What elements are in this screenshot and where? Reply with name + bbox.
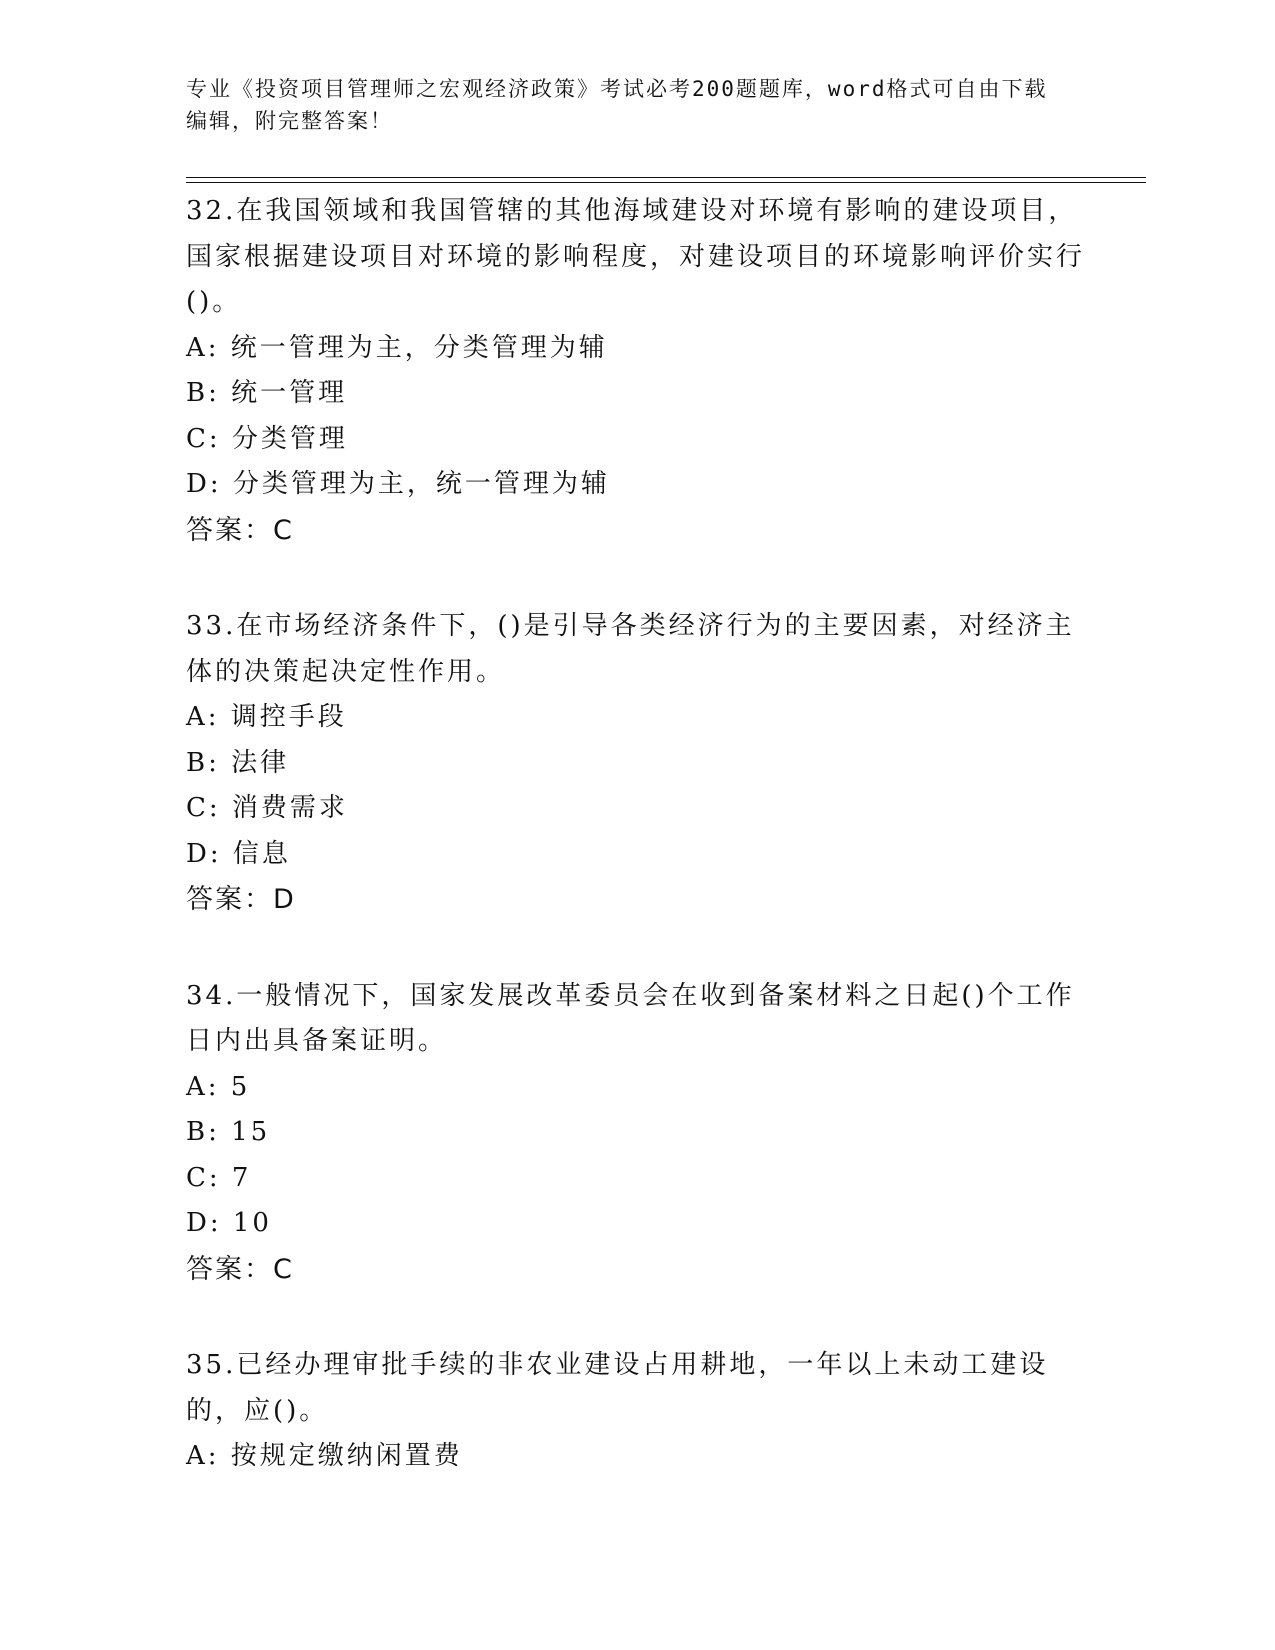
option-a: A: 调控手段 — [186, 702, 347, 732]
answer-label: 答案：C — [186, 1253, 294, 1285]
question-stem: 33.在市场经济条件下，()是引导各类经济行为的主要因素，对经济主体的决策起决定性作用。 — [186, 611, 1075, 687]
option-c: C: 分类管理 — [186, 423, 348, 454]
answer-label: 答案：C — [186, 514, 294, 546]
question-list — [186, 189, 1086, 1531]
option-c: C: 7 — [186, 1162, 252, 1193]
option-b: B: 15 — [186, 1117, 271, 1147]
question-34 — [186, 974, 1086, 1293]
option-c: C: 消费需求 — [186, 793, 348, 823]
option-a: A: 按规定缴纳闲置费 — [186, 1441, 463, 1471]
option-b: B: 统一管理 — [186, 378, 348, 408]
option-a: A: 5 — [186, 1071, 251, 1102]
question-stem: 32.在我国领域和我国管辖的其他海域建设对环境有影响的建设项目，国家根据建设项目对环境的影响程度，对建设项目的环境影响评价实行()。 — [186, 196, 1086, 317]
header-divider-top — [186, 177, 1146, 178]
question-32 — [186, 189, 1086, 553]
option-d: D: 分类管理为主，统一管理为辅 — [186, 469, 610, 499]
question-35 — [186, 1343, 1086, 1480]
option-a: A: 统一管理为主，分类管理为辅 — [186, 332, 608, 363]
question-stem: 34.一般情况下，国家发展改革委员会在收到备案材料之日起()个工作日内出具备案证明。 — [186, 980, 1075, 1056]
option-d: D: 信息 — [186, 838, 291, 869]
option-b: B: 法律 — [186, 747, 290, 778]
option-d: D: 10 — [186, 1208, 272, 1238]
question-33 — [186, 604, 1086, 923]
header-divider-bottom — [186, 182, 1146, 183]
answer-label: 答案：D — [186, 884, 296, 915]
document-header: 专业《投资项目管理师之宏观经济政策》考试必考200题题库，word格式可自由下载编辑，附完整答案！ — [186, 77, 1048, 133]
question-stem: 35.已经办理审批手续的非农业建设占用耕地，一年以上未动工建设的，应()。 — [186, 1350, 1049, 1426]
